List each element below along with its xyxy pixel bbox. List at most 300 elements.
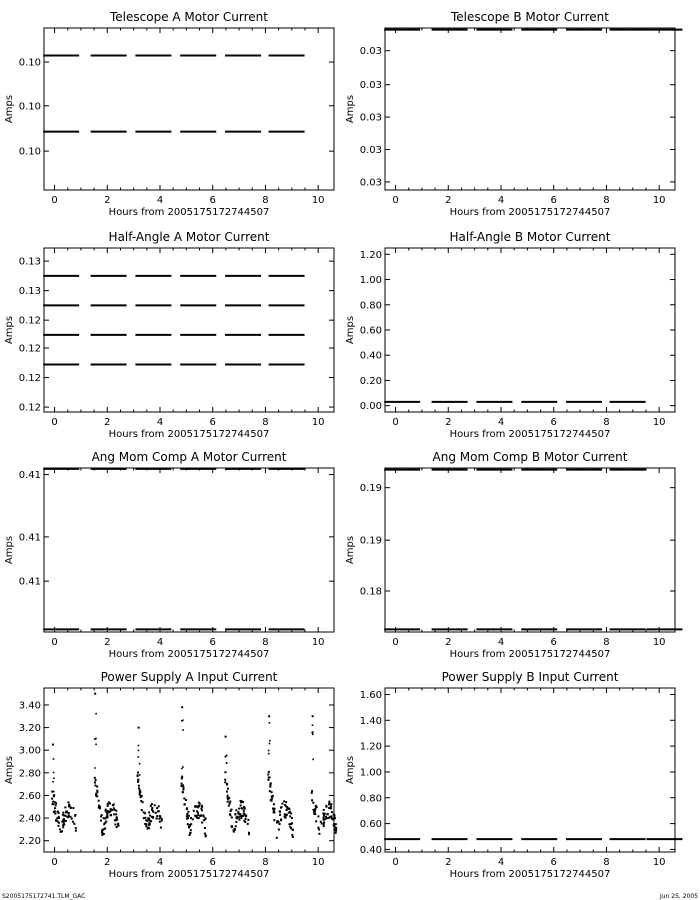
- data-point: [281, 803, 283, 805]
- data-point: [189, 832, 191, 834]
- data-point: [94, 738, 96, 740]
- data-point: [238, 819, 240, 821]
- data-point: [311, 792, 313, 794]
- chart-panel-2: [345, 10, 682, 218]
- data-point: [107, 805, 109, 807]
- data-point: [226, 762, 228, 764]
- chart-panel-8: [345, 670, 682, 880]
- data-point: [331, 811, 333, 813]
- x-tick-label: 10: [652, 195, 666, 206]
- data-point: [69, 805, 71, 807]
- chart-title: Telescope B Motor Current: [450, 10, 610, 24]
- data-point: [96, 795, 98, 797]
- data-point: [204, 827, 206, 829]
- data-point: [247, 819, 249, 821]
- data-point: [114, 823, 116, 825]
- y-tick-label: 0.03: [359, 46, 382, 58]
- data-point: [141, 809, 143, 811]
- data-point: [285, 817, 287, 819]
- x-tick-label: 8: [603, 417, 610, 428]
- data-point: [139, 763, 141, 765]
- data-point: [160, 827, 162, 829]
- data-point: [229, 803, 231, 805]
- chart-title: Half-Angle A Motor Current: [108, 230, 270, 244]
- x-tick-label: 10: [311, 637, 325, 648]
- y-tick-label: 1.00: [359, 767, 382, 779]
- data-point: [95, 793, 97, 795]
- y-tick-label: 0.40: [359, 844, 382, 856]
- chart-panel-6: [345, 450, 682, 660]
- y-tick-label: 0.18: [359, 586, 382, 598]
- data-point: [137, 781, 139, 783]
- data-point: [230, 810, 232, 812]
- data-point: [54, 807, 56, 809]
- data-point: [95, 779, 97, 781]
- data-cycle: [180, 706, 206, 837]
- x-axis-label: Hours from 2005175172744507: [108, 207, 270, 218]
- data-point: [332, 818, 334, 820]
- data-point: [114, 819, 116, 821]
- data-point: [63, 823, 65, 825]
- data-point: [145, 825, 147, 827]
- data-point: [198, 805, 200, 807]
- data-point: [241, 815, 243, 817]
- data-point: [269, 784, 271, 786]
- y-tick-label: 0.60: [359, 819, 382, 831]
- data-point: [58, 825, 60, 827]
- data-point: [105, 821, 107, 823]
- data-point: [190, 823, 192, 825]
- data-point: [114, 809, 116, 811]
- data-point: [315, 820, 317, 822]
- data-point: [268, 715, 270, 717]
- data-point: [284, 804, 286, 806]
- data-point: [152, 816, 154, 818]
- data-point: [312, 724, 314, 726]
- data-point: [269, 790, 271, 792]
- data-point: [235, 821, 237, 823]
- x-tick-label: 10: [311, 857, 325, 868]
- data-point: [190, 829, 192, 831]
- data-point: [292, 836, 294, 838]
- data-point: [311, 790, 313, 792]
- data-point: [285, 801, 287, 803]
- data-point: [269, 722, 271, 724]
- data-point: [94, 777, 96, 779]
- data-point: [269, 786, 271, 788]
- data-point: [181, 783, 183, 785]
- data-point: [314, 808, 316, 810]
- x-tick-label: 2: [104, 195, 111, 206]
- x-tick-label: 6: [209, 637, 216, 648]
- data-point: [148, 811, 150, 813]
- data-point: [53, 803, 55, 805]
- data-point: [156, 815, 158, 817]
- data-point: [94, 784, 96, 786]
- data-point: [240, 817, 242, 819]
- y-tick-label: 0.19: [359, 535, 382, 547]
- chart-title: Half-Angle B Motor Current: [449, 230, 611, 244]
- data-point: [150, 805, 152, 807]
- x-tick-label: 0: [392, 637, 399, 648]
- data-point: [271, 791, 273, 793]
- data-point: [139, 791, 141, 793]
- data-point: [67, 801, 69, 803]
- data-cycle: [94, 693, 120, 836]
- data-point: [189, 834, 191, 836]
- data-point: [94, 693, 96, 695]
- data-point: [224, 771, 226, 773]
- data-point: [102, 832, 104, 834]
- data-point: [182, 766, 184, 768]
- data-point: [203, 819, 205, 821]
- x-tick-label: 0: [392, 195, 399, 206]
- data-point: [159, 821, 161, 823]
- data-point: [52, 781, 54, 783]
- data-point: [240, 805, 242, 807]
- data-point: [312, 759, 314, 761]
- y-tick-label: 0.20: [359, 375, 382, 387]
- data-point: [56, 817, 58, 819]
- data-point: [239, 813, 241, 815]
- x-tick-label: 6: [550, 417, 557, 428]
- data-point: [68, 814, 70, 816]
- data-point: [141, 795, 143, 797]
- data-point: [137, 775, 139, 777]
- data-point: [66, 810, 68, 812]
- data-point: [181, 706, 183, 708]
- data-point: [154, 804, 156, 806]
- data-point: [161, 818, 163, 820]
- y-axis-label: Amps: [345, 94, 356, 124]
- data-point: [101, 829, 103, 831]
- data-point: [276, 837, 278, 839]
- y-tick-label: 1.00: [359, 275, 382, 287]
- data-point: [243, 820, 245, 822]
- y-tick-label: 1.20: [359, 741, 382, 753]
- data-point: [227, 788, 229, 790]
- chart-title: Power Supply A Input Current: [100, 670, 278, 684]
- data-point: [103, 817, 105, 819]
- data-point: [72, 821, 74, 823]
- data-point: [137, 772, 139, 774]
- x-tick-label: 4: [156, 637, 164, 648]
- data-point: [151, 803, 153, 805]
- data-point: [71, 818, 73, 820]
- data-point: [273, 819, 275, 821]
- data-point: [53, 811, 55, 813]
- data-point: [268, 750, 270, 752]
- y-tick-label: 0.12: [18, 402, 41, 414]
- data-point: [187, 817, 189, 819]
- data-point: [228, 805, 230, 807]
- data-point: [290, 812, 292, 814]
- y-tick-label: 0.12: [18, 343, 41, 355]
- data-point: [245, 818, 247, 820]
- data-point: [314, 813, 316, 815]
- data-point: [318, 828, 320, 830]
- data-point: [279, 823, 281, 825]
- data-point: [238, 808, 240, 810]
- data-point: [200, 815, 202, 817]
- data-point: [182, 729, 184, 731]
- data-point: [73, 823, 75, 825]
- data-point: [224, 779, 226, 781]
- data-point: [100, 815, 102, 817]
- x-tick-label: 4: [156, 195, 164, 206]
- data-point: [279, 810, 281, 812]
- data-point: [234, 813, 236, 815]
- data-point: [327, 817, 329, 819]
- data-point: [158, 805, 160, 807]
- data-point: [243, 810, 245, 812]
- data-point: [105, 809, 107, 811]
- y-tick-label: 0.12: [18, 373, 41, 385]
- data-point: [201, 809, 203, 811]
- data-point: [279, 814, 281, 816]
- data-point: [227, 801, 229, 803]
- data-point: [53, 777, 55, 779]
- data-point: [52, 744, 54, 746]
- chart-title: Power Supply B Input Current: [441, 670, 619, 684]
- x-tick-label: 2: [445, 195, 452, 206]
- data-point: [64, 806, 66, 808]
- data-point: [138, 727, 140, 729]
- plot-frame: [44, 248, 334, 412]
- plot-frame: [385, 28, 675, 190]
- plot-frame: [44, 468, 334, 632]
- data-point: [110, 814, 112, 816]
- data-point: [312, 734, 314, 736]
- x-tick-label: 4: [497, 417, 505, 428]
- y-tick-label: 0.41: [18, 576, 41, 588]
- footer-date: Jun 25, 2005: [659, 893, 698, 900]
- y-tick-label: 0.13: [18, 256, 41, 268]
- data-point: [334, 817, 336, 819]
- x-axis-label: Hours from 2005175172744507: [449, 649, 611, 660]
- x-tick-label: 2: [445, 857, 452, 868]
- data-point: [55, 804, 57, 806]
- data-point: [196, 815, 198, 817]
- y-tick-label: 1.40: [359, 715, 382, 727]
- data-point: [283, 800, 285, 802]
- data-point: [75, 827, 77, 829]
- data-point: [280, 819, 282, 821]
- y-tick-label: 0.12: [18, 315, 41, 327]
- x-tick-label: 2: [104, 857, 111, 868]
- y-axis-label: Amps: [4, 94, 15, 124]
- data-point: [291, 834, 293, 836]
- data-point: [138, 787, 140, 789]
- data-point: [323, 823, 325, 825]
- data-point: [52, 801, 54, 803]
- data-point: [149, 815, 151, 817]
- x-axis-label: Hours from 2005175172744507: [108, 649, 270, 660]
- x-tick-label: 10: [652, 417, 666, 428]
- data-point: [116, 819, 118, 821]
- y-tick-label: 2.80: [18, 768, 41, 780]
- data-point: [146, 820, 148, 822]
- x-tick-label: 0: [392, 417, 399, 428]
- x-tick-label: 2: [104, 417, 111, 428]
- data-point: [103, 828, 105, 830]
- data-point: [108, 811, 110, 813]
- data-point: [61, 830, 63, 832]
- data-point: [186, 808, 188, 810]
- data-point: [158, 818, 160, 820]
- chart-panel-3: [4, 230, 334, 440]
- data-point: [320, 821, 322, 823]
- y-tick-label: 3.00: [18, 745, 41, 757]
- data-point: [323, 812, 325, 814]
- x-tick-label: 4: [156, 857, 164, 868]
- data-point: [147, 828, 149, 830]
- data-point: [227, 798, 229, 800]
- data-point: [106, 813, 108, 815]
- y-tick-label: 0.41: [18, 470, 41, 482]
- chart-title: Ang Mom Comp B Motor Current: [432, 450, 628, 464]
- data-point: [242, 801, 244, 803]
- data-point: [68, 812, 70, 814]
- data-point: [72, 807, 74, 809]
- data-point: [201, 806, 203, 808]
- y-tick-label: 0.03: [359, 80, 382, 92]
- data-point: [57, 811, 59, 813]
- x-axis-label: Hours from 2005175172744507: [449, 869, 611, 880]
- data-point: [181, 768, 183, 770]
- data-point: [325, 818, 327, 820]
- data-point: [226, 791, 228, 793]
- x-tick-label: 4: [497, 637, 505, 648]
- plot-frame: [44, 28, 334, 190]
- data-point: [335, 832, 337, 834]
- data-point: [317, 827, 319, 829]
- data-point: [181, 777, 183, 779]
- data-point: [333, 824, 335, 826]
- data-point: [62, 820, 64, 822]
- data-point: [323, 815, 325, 817]
- y-tick-label: 0.03: [359, 145, 382, 156]
- y-tick-label: 0.60: [359, 325, 382, 337]
- x-tick-label: 0: [392, 857, 399, 868]
- data-point: [286, 814, 288, 816]
- data-point: [273, 810, 275, 812]
- data-point: [63, 818, 65, 820]
- x-tick-label: 4: [156, 417, 164, 428]
- x-tick-label: 2: [445, 417, 452, 428]
- data-point: [62, 814, 64, 816]
- data-point: [189, 825, 191, 827]
- data-point: [273, 808, 275, 810]
- data-point: [268, 753, 270, 755]
- data-point: [161, 820, 163, 822]
- data-point: [323, 821, 325, 823]
- data-point: [194, 815, 196, 817]
- y-tick-label: 1.60: [359, 689, 382, 701]
- y-axis-label: Amps: [4, 315, 15, 345]
- data-point: [70, 816, 72, 818]
- data-point: [289, 826, 291, 828]
- data-point: [198, 817, 200, 819]
- x-tick-label: 0: [51, 195, 58, 206]
- data-point: [115, 813, 117, 815]
- data-point: [105, 817, 107, 819]
- chart-panel-1: [4, 10, 334, 218]
- data-cycle: [137, 727, 163, 830]
- data-point: [328, 801, 330, 803]
- x-tick-label: 0: [51, 857, 58, 868]
- data-point: [53, 794, 55, 796]
- data-point: [311, 799, 313, 801]
- data-point: [117, 823, 119, 825]
- plot-frame: [385, 468, 675, 632]
- data-point: [182, 791, 184, 793]
- data-point: [70, 807, 72, 809]
- data-point: [62, 812, 64, 814]
- x-axis-label: Hours from 2005175172744507: [449, 207, 611, 218]
- y-axis-label: Amps: [4, 755, 15, 785]
- data-point: [156, 817, 158, 819]
- data-point: [103, 823, 105, 825]
- data-point: [144, 823, 146, 825]
- data-point: [328, 803, 330, 805]
- data-point: [181, 776, 183, 778]
- chart-panel-7: [4, 670, 337, 880]
- data-point: [184, 803, 186, 805]
- data-point: [270, 799, 272, 801]
- data-point: [235, 809, 237, 811]
- y-tick-label: 0.80: [359, 300, 382, 312]
- data-point: [276, 821, 278, 823]
- x-tick-label: 2: [445, 637, 452, 648]
- y-tick-label: 2.20: [18, 836, 41, 848]
- data-point: [333, 813, 335, 815]
- data-point: [247, 823, 249, 825]
- data-point: [204, 833, 206, 835]
- data-point: [333, 815, 335, 817]
- data-point: [108, 801, 110, 803]
- x-tick-label: 0: [51, 637, 58, 648]
- data-point: [226, 783, 228, 785]
- data-point: [288, 823, 290, 825]
- data-point: [312, 802, 314, 804]
- data-point: [100, 820, 102, 822]
- data-point: [186, 813, 188, 815]
- data-point: [292, 829, 294, 831]
- data-point: [235, 825, 237, 827]
- data-point: [227, 795, 229, 797]
- data-point: [182, 719, 184, 721]
- data-point: [110, 808, 112, 810]
- y-tick-label: 0.80: [359, 793, 382, 805]
- data-point: [95, 713, 97, 715]
- data-point: [281, 806, 283, 808]
- data-point: [330, 807, 332, 809]
- data-point: [231, 816, 233, 818]
- data-point: [318, 833, 320, 835]
- x-tick-label: 10: [652, 857, 666, 868]
- x-tick-label: 6: [209, 857, 216, 868]
- data-point: [158, 810, 160, 812]
- data-point: [112, 804, 114, 806]
- data-point: [151, 807, 153, 809]
- data-point: [182, 786, 184, 788]
- x-tick-label: 10: [311, 417, 325, 428]
- data-point: [198, 802, 200, 804]
- x-tick-label: 4: [497, 195, 505, 206]
- data-point: [74, 815, 76, 817]
- data-point: [185, 799, 187, 801]
